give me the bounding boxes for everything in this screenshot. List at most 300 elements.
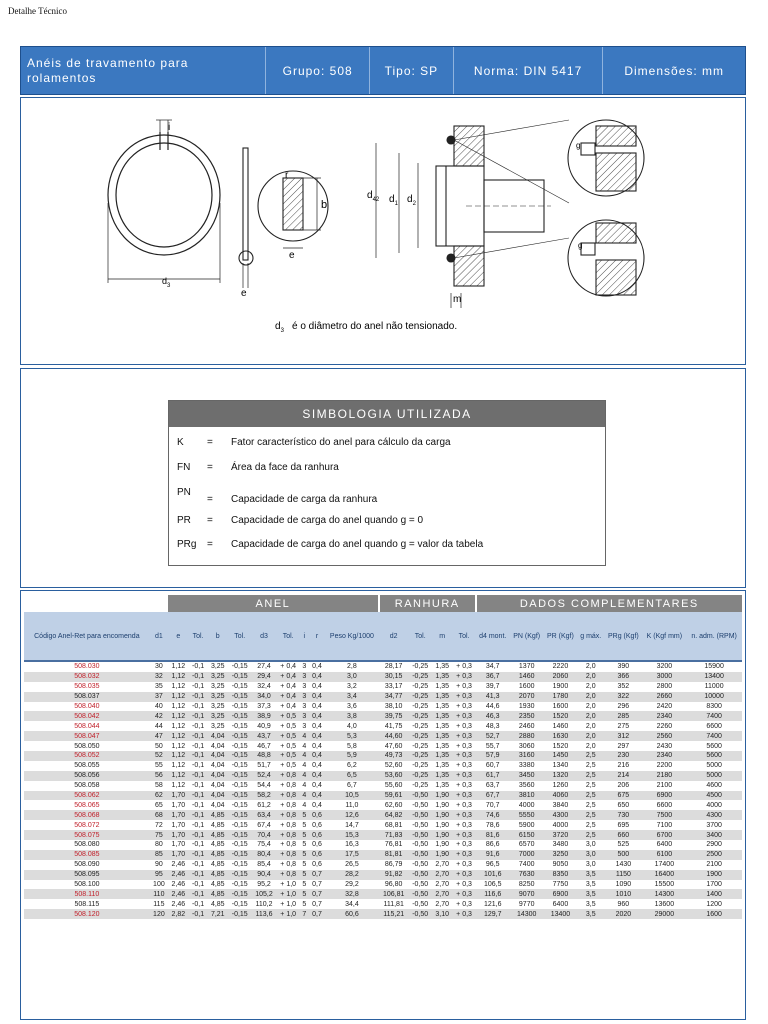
table-cell: -0,15 [228,889,251,899]
table-cell: 7400 [686,711,742,721]
table-cell: -0,1 [189,800,208,810]
table-cell: 5 [300,810,309,820]
column-header: Tol. [228,612,251,661]
table-cell: 296 [604,702,642,712]
table-cell: 0,7 [309,870,325,880]
table-cell: 5000 [686,771,742,781]
table-cell: 38,10 [379,702,409,712]
table-cell: 2340 [643,751,687,761]
table-cell: 3,25 [207,682,228,692]
table-cell: 5 [300,880,309,890]
table-cell: 1,70 [168,810,189,820]
assembly-view [376,120,569,308]
table-cell: 30,15 [379,672,409,682]
table-cell: 41,3 [476,692,510,702]
table-cell: 4500 [686,791,742,801]
legend-row-pr [177,515,423,526]
table-cell: 3810 [510,791,544,801]
table-cell: 2,0 [577,672,604,682]
table-cell: 6600 [643,800,687,810]
label-g-upper: g [576,141,581,150]
table-cell: + 0,3 [453,820,476,830]
table-cell: 7500 [643,810,687,820]
table-cell: 106,81 [379,889,409,899]
column-header-row [24,612,742,661]
table-cell: 15,3 [325,830,379,840]
table-cell: 4000 [544,820,578,830]
table-cell: -0,1 [189,899,208,909]
table-cell: 55 [150,761,168,771]
table-cell: 4,04 [207,800,228,810]
table-cell: -0,50 [409,880,432,890]
table-cell: 34,4 [325,899,379,909]
table-row [24,761,742,771]
table-cell: 3700 [686,820,742,830]
order-code-cell[interactable]: 508.120 [24,909,150,919]
column-header: m [432,612,453,661]
table-cell: 2,5 [577,781,604,791]
table-cell: 1,35 [432,721,453,731]
table-cell: 28,17 [379,661,409,672]
table-cell: 39,75 [379,711,409,721]
order-code-cell[interactable]: 508.050 [24,741,150,751]
table-cell: 85 [150,850,168,860]
table-cell: 4,85 [207,880,228,890]
table-cell: 53,60 [379,771,409,781]
table-cell: + 0,3 [453,840,476,850]
table-cell: 70,7 [476,800,510,810]
table-cell: 1,90 [432,810,453,820]
table-row [24,751,742,761]
table-cell: 68 [150,810,168,820]
table-cell: 40 [150,702,168,712]
table-cell: 49,73 [379,751,409,761]
table-cell: 32 [150,672,168,682]
table-cell: 1,90 [432,791,453,801]
order-code-cell[interactable]: 508.072 [24,820,150,830]
table-cell: 3450 [510,771,544,781]
table-cell: 115 [150,899,168,909]
table-cell: 500 [604,850,642,860]
table-cell: 206 [604,781,642,791]
table-cell: 5 [300,840,309,850]
legend-row-prg [177,539,483,550]
table-cell: 1,90 [432,800,453,810]
legend-value: Capacidade de carga do anel quando g = 0 [231,515,424,526]
table-cell: 1,12 [168,672,189,682]
table-cell: 3,5 [577,899,604,909]
legend-eq: = [207,515,213,526]
order-code-cell[interactable]: 508.056 [24,771,150,781]
order-code-cell[interactable]: 508.030 [24,661,150,672]
table-cell: 86,6 [476,840,510,850]
table-cell: + 0,8 [277,791,300,801]
table-cell: 2260 [643,721,687,731]
order-code-cell[interactable]: 508.058 [24,781,150,791]
table-cell: 1,12 [168,771,189,781]
legend-eq: = [207,539,213,550]
order-code-cell[interactable]: 508.068 [24,810,150,820]
order-code-cell[interactable]: 508.110 [24,889,150,899]
order-code-cell[interactable]: 508.062 [24,791,150,801]
column-header: i [300,612,309,661]
table-row [24,850,742,860]
table-cell: 1,35 [432,661,453,672]
table-cell: 13600 [643,899,687,909]
table-cell: 47,60 [379,741,409,751]
table-cell: 3380 [510,761,544,771]
order-code-cell[interactable]: 508.075 [24,830,150,840]
column-header: e [168,612,189,661]
table-cell: 9070 [510,889,544,899]
table-cell: 1150 [604,870,642,880]
table-cell: + 0,5 [277,751,300,761]
table-cell: 56 [150,771,168,781]
legend-key: FN [177,462,191,473]
table-cell: 15900 [686,661,742,672]
label-d3: $d_3$ [162,276,171,289]
table-cell: -0,15 [228,751,251,761]
table-cell: 4,85 [207,830,228,840]
table-cell: 0,6 [309,820,325,830]
table-cell: 1,90 [432,850,453,860]
table-cell: 2,46 [168,889,189,899]
table-cell: -0,15 [228,731,251,741]
table-cell: -0,1 [189,711,208,721]
table-cell: 46,3 [476,711,510,721]
table-cell: 0,7 [309,889,325,899]
table-cell: 1,12 [168,781,189,791]
legend-value: Capacidade de carga do anel quando g = valor da tabela [231,539,484,550]
table-cell: 121,6 [476,899,510,909]
order-code-cell[interactable]: 508.047 [24,731,150,741]
header-group: Grupo: 508 [266,47,370,94]
label-g-lower: g [578,241,583,250]
table-cell: 2,5 [577,771,604,781]
table-cell: 3,25 [207,692,228,702]
column-header: Tol. [453,612,476,661]
table-cell: 2060 [544,672,578,682]
table-cell: 75 [150,830,168,840]
column-header: d3 [251,612,276,661]
table-cell: 96,80 [379,880,409,890]
table-row [24,810,742,820]
table-cell: 1,70 [168,850,189,860]
column-header: g máx. [577,612,604,661]
table-cell: 59,61 [379,791,409,801]
table-cell: -0,15 [228,880,251,890]
table-cell: 6400 [643,840,687,850]
table-cell: 230 [604,751,642,761]
order-code-cell[interactable]: 508.052 [24,751,150,761]
order-code-cell[interactable]: 508.085 [24,850,150,860]
table-cell: 322 [604,692,642,702]
table-cell: 7630 [510,870,544,880]
table-cell: 297 [604,741,642,751]
table-cell: 2,82 [168,909,189,919]
table-cell: -0,15 [228,860,251,870]
table-cell: 3,0 [325,672,379,682]
table-cell: 0,4 [309,771,325,781]
table-cell: 33,17 [379,682,409,692]
order-code-cell[interactable]: 508.065 [24,800,150,810]
table-cell: -0,25 [409,741,432,751]
table-cell: 1900 [686,870,742,880]
label-d2: $d_2$ [407,194,416,207]
table-cell: -0,15 [228,771,251,781]
table-cell: 3 [300,711,309,721]
table-cell: 1200 [686,899,742,909]
table-cell: 1,12 [168,761,189,771]
table-cell: 4 [300,741,309,751]
table-cell: 111,81 [379,899,409,909]
table-cell: + 1,0 [277,899,300,909]
table-cell: 2,70 [432,880,453,890]
table-cell: -0,15 [228,692,251,702]
table-cell: 67,4 [251,820,276,830]
table-cell: 4,04 [207,751,228,761]
table-cell: 3,25 [207,702,228,712]
table-cell: 47 [150,731,168,741]
table-cell: 3250 [544,850,578,860]
table-cell: 4300 [686,810,742,820]
table-cell: 4,85 [207,840,228,850]
table-cell: + 0,3 [453,880,476,890]
section-header-row [24,595,742,612]
table-cell: 4000 [686,800,742,810]
section-ranhura: RANHURA [379,595,476,612]
table-cell: 216 [604,761,642,771]
order-code-cell[interactable]: 508.055 [24,761,150,771]
table-cell: 1600 [544,702,578,712]
table-cell: -0,1 [189,682,208,692]
table-cell: -0,15 [228,721,251,731]
table-cell: 61,7 [476,771,510,781]
groove-detail-lower [568,220,644,296]
table-cell: 2,0 [577,692,604,702]
table-cell: -0,1 [189,820,208,830]
table-cell: + 0,3 [453,741,476,751]
table-cell: 2,0 [577,682,604,692]
table-cell: 36,7 [476,672,510,682]
table-cell: 2180 [643,771,687,781]
table-cell: -0,50 [409,820,432,830]
order-code-cell[interactable]: 508.044 [24,721,150,731]
table-cell: 1900 [544,682,578,692]
table-cell: 5 [300,850,309,860]
table-cell: 7,21 [207,909,228,919]
table-cell: 95,2 [251,880,276,890]
table-cell: 2,5 [577,751,604,761]
table-cell: -0,50 [409,830,432,840]
table-cell: 2220 [544,661,578,672]
table-cell: 3,5 [577,870,604,880]
legend-row-k [177,437,451,448]
table-cell: 1,35 [432,741,453,751]
table-row [24,741,742,751]
table-cell: 50 [150,741,168,751]
table-cell: 2,0 [577,661,604,672]
table-cell: 4,85 [207,870,228,880]
table-cell: 3 [300,661,309,672]
table-cell: 3 [300,692,309,702]
table-cell: -0,1 [189,751,208,761]
table-cell: 34,7 [476,661,510,672]
table-cell: 1700 [686,880,742,890]
table-cell: 525 [604,840,642,850]
table-cell: 2,46 [168,860,189,870]
table-cell: 4,04 [207,771,228,781]
table-cell: -0,1 [189,721,208,731]
table-cell: 2500 [686,850,742,860]
table-cell: 42 [150,711,168,721]
table-cell: -0,15 [228,850,251,860]
table-cell: -0,1 [189,830,208,840]
table-cell: 0,4 [309,781,325,791]
table-cell: 1520 [544,711,578,721]
table-cell: 5550 [510,810,544,820]
table-cell: + 0,5 [277,711,300,721]
table-row [24,899,742,909]
table-cell: -0,25 [409,781,432,791]
table-cell: 2070 [510,692,544,702]
table-cell: 3 [300,702,309,712]
table-cell: 6150 [510,830,544,840]
table-cell: 3,25 [207,721,228,731]
table-cell: -0,25 [409,771,432,781]
table-cell: 2,0 [577,721,604,731]
table-cell: + 0,4 [277,661,300,672]
legend-key: PN [177,487,191,498]
table-cell: -0,25 [409,721,432,731]
table-cell: 1,35 [432,672,453,682]
table-cell: 675 [604,791,642,801]
table-cell: + 0,3 [453,781,476,791]
table-row [24,830,742,840]
table-cell: 6,7 [325,781,379,791]
table-cell: 44,60 [379,731,409,741]
table-cell: 81,81 [379,850,409,860]
table-cell: 2560 [643,731,687,741]
table-cell: 0,4 [309,672,325,682]
table-row [24,860,742,870]
table-cell: 2350 [510,711,544,721]
table-cell: 1,35 [432,711,453,721]
table-cell: 4 [300,771,309,781]
order-code-cell[interactable]: 508.035 [24,682,150,692]
order-code-cell[interactable]: 508.042 [24,711,150,721]
order-code-cell[interactable]: 508.100 [24,880,150,890]
table-cell: 1320 [544,771,578,781]
table-cell: -0,25 [409,761,432,771]
table-cell: -0,50 [409,889,432,899]
table-cell: 3,0 [577,840,604,850]
table-cell: -0,1 [189,761,208,771]
table-cell: 37,3 [251,702,276,712]
table-cell: -0,1 [189,731,208,741]
table-cell: -0,1 [189,741,208,751]
order-code-cell[interactable]: 508.040 [24,702,150,712]
table-cell: 3840 [544,800,578,810]
table-cell: 0,4 [309,661,325,672]
table-cell: 3200 [643,661,687,672]
header-norm: Norma: DIN 5417 [454,47,604,94]
order-code-cell[interactable]: 508.032 [24,672,150,682]
table-cell: 1,12 [168,741,189,751]
order-code-cell[interactable]: 508.090 [24,860,150,870]
label-e: e [241,288,247,299]
table-row [24,781,742,791]
table-cell: 3,0 [577,860,604,870]
table-cell: 0,4 [309,702,325,712]
table-cell: + 0,3 [453,850,476,860]
table-cell: 37 [150,692,168,702]
table-cell: 17400 [643,860,687,870]
table-cell: 6700 [643,830,687,840]
table-cell: + 0,3 [453,751,476,761]
order-code-cell[interactable]: 508.095 [24,870,150,880]
table-cell: 2800 [643,682,687,692]
table-cell: 2,5 [577,791,604,801]
table-cell: + 0,4 [277,692,300,702]
legend-key: PRg [177,539,197,550]
table-cell: 129,7 [476,909,510,919]
column-header: Peso Kg/1000 [325,612,379,661]
label-e-detail: e [289,250,295,261]
table-cell: 275 [604,721,642,731]
order-code-cell[interactable]: 508.080 [24,840,150,850]
table-cell: -0,50 [409,791,432,801]
table-cell: 55,60 [379,781,409,791]
order-code-cell[interactable]: 508.115 [24,899,150,909]
table-cell: 4,85 [207,889,228,899]
table-cell: 4,85 [207,810,228,820]
table-cell: 0,6 [309,860,325,870]
table-cell: 4000 [510,800,544,810]
table-cell: 29,2 [325,880,379,890]
table-cell: 6900 [643,791,687,801]
table-cell: 39,7 [476,682,510,692]
table-cell: 10000 [686,692,742,702]
table-cell: 120 [150,909,168,919]
table-cell: 2,0 [577,731,604,741]
table-cell: 62,60 [379,800,409,810]
table-cell: 3000 [643,672,687,682]
table-cell: 5900 [510,820,544,830]
table-row [24,661,742,672]
label-d1: $d_1$ [389,194,398,207]
table-cell: 44,6 [476,702,510,712]
table-row [24,820,742,830]
table-cell: 28,2 [325,870,379,880]
table-cell: 1,35 [432,781,453,791]
table-cell: -0,15 [228,909,251,919]
table-cell: 8350 [544,870,578,880]
table-cell: 285 [604,711,642,721]
table-row [24,909,742,919]
table-cell: 1450 [544,751,578,761]
order-code-cell[interactable]: 508.037 [24,692,150,702]
table-cell: 71,83 [379,830,409,840]
table-cell: 0,4 [309,711,325,721]
table-cell: 80 [150,840,168,850]
table-cell: 48,8 [251,751,276,761]
table-cell: 14300 [643,889,687,899]
table-cell: 14300 [510,909,544,919]
table-cell: -0,25 [409,672,432,682]
table-row [24,791,742,801]
table-cell: 14,7 [325,820,379,830]
